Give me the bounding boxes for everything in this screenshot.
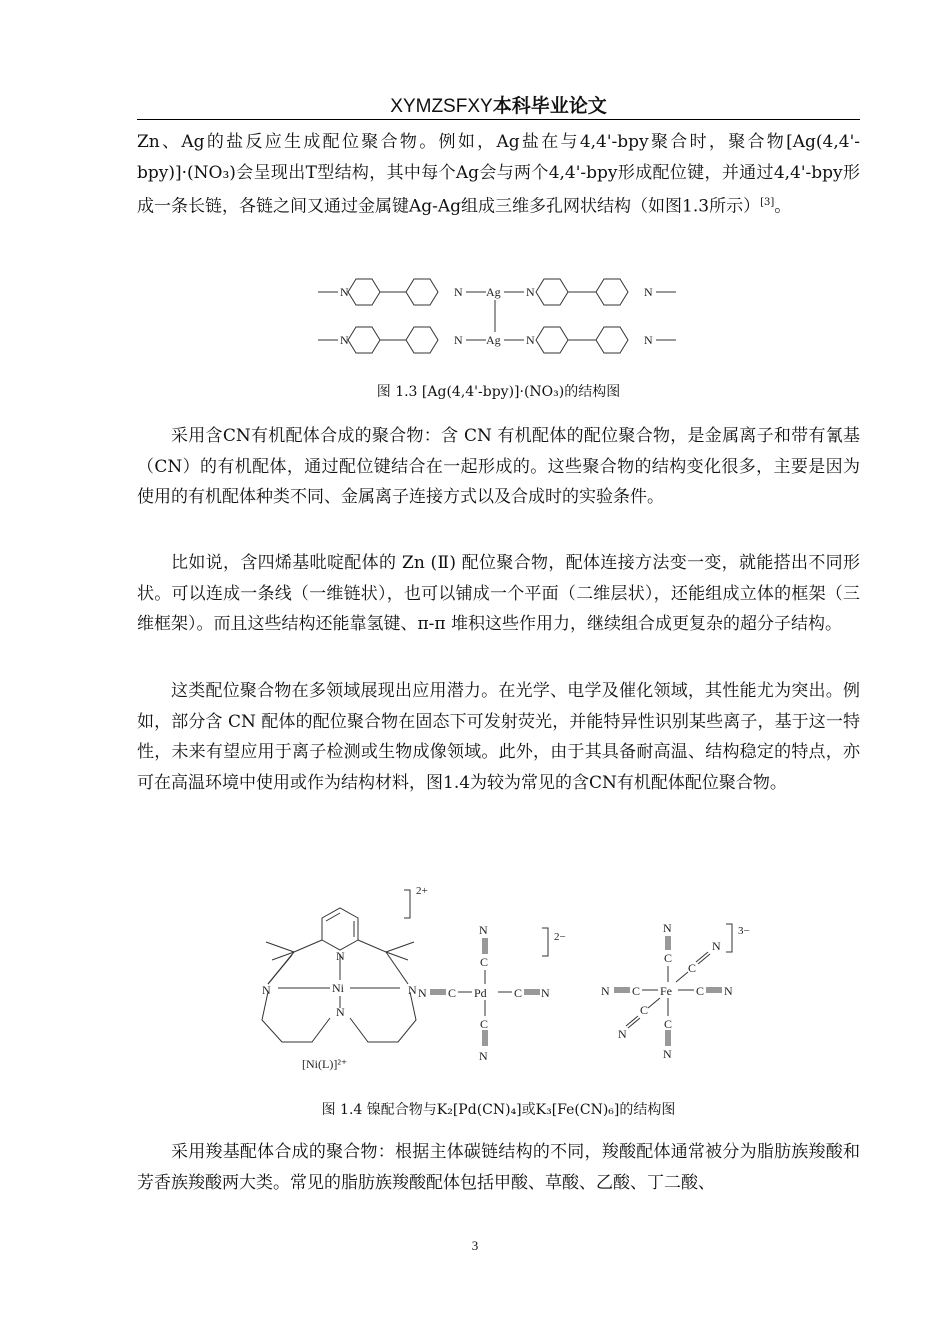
n-atom: N	[618, 1027, 627, 1041]
paragraph-1	[137, 127, 860, 222]
n-atom: N	[663, 1047, 672, 1061]
paragraph-3: 比如说，含四烯基吡啶配体的 Zn (Ⅱ) 配位聚合物，配体连接方法变一变，就能搭出不同形状。可以连成一条线（一维链状），也可以铺成一个平面（二维层状），还能组成立体的框架（三维框架）。而且这些结构还能靠氢键、π-π 堆积这些作用力，继续组合成更复杂的超分子结构。	[137, 553, 860, 634]
c-atom: C	[632, 984, 641, 998]
fe-atom: Fe	[660, 984, 672, 998]
header-title: 本科毕业论文	[492, 95, 607, 117]
n-atom: N	[336, 949, 345, 963]
n-atom: N	[262, 983, 271, 997]
figure-1-3-structure	[310, 268, 690, 360]
n-atom: N	[418, 986, 427, 1000]
figure-1-4-caption: 图 1.4 镍配合物与K₂[Pd(CN)₄]或K₃[Fe(CN)₆]的结构图	[321, 1102, 676, 1118]
pd-charge: 2−	[554, 931, 566, 943]
c-atom: C	[664, 1017, 673, 1031]
header-latin: XYMZSFXY	[390, 96, 493, 117]
n-atom: N	[408, 983, 417, 997]
c-atom: C	[696, 984, 705, 998]
running-header	[137, 91, 860, 118]
n-atom: N	[712, 939, 721, 953]
paragraph-4: 这类配位聚合物在多领域展现出应用潜力。在光学、电学及催化领域，其性能尤为突出。例如，部分含 CN 配体的配位聚合物在固态下可发射荧光，并能特异性识别某些离子，基于这一特性，未来有望应用于离子检测或生物成像领域。此外，由于其具备耐高温、结构稳定的特点，亦可在高温环境中使用或作为结构材料，图1.4为较为常见的含CN有机配体配位聚合物。	[137, 681, 860, 793]
fe-charge: 3−	[738, 925, 750, 937]
n-atom: N	[454, 285, 463, 299]
paragraph-5: 采用羧基配体合成的聚合物：根据主体碳链结构的不同，羧酸配体通常被分为脂肪族羧酸和芳香族羧酸两大类。常见的脂肪族羧酸配体包括甲酸、草酸、乙酸、丁二酸、	[137, 1142, 860, 1193]
ag-atom: Ag	[486, 285, 501, 299]
n-atom: N	[724, 984, 733, 998]
n-atom: N	[644, 333, 653, 347]
n-atom: N	[526, 285, 535, 299]
nickel-complex	[262, 890, 416, 1042]
n-atom: N	[336, 1005, 345, 1019]
c-atom: C	[480, 1017, 489, 1031]
c-atom: C	[640, 1003, 649, 1017]
n-atom: N	[526, 333, 535, 347]
n-atom: N	[479, 1049, 488, 1063]
figure-1-4-structure	[232, 880, 772, 1080]
c-atom: C	[688, 961, 697, 975]
page-number: 3	[471, 1238, 479, 1253]
ag-atom: Ag	[486, 333, 501, 347]
n-atom: N	[454, 333, 463, 347]
figure-1-3-caption: 图 1.3 [Ag(4,4'-bpy)]·(NO₃)的结构图	[376, 384, 621, 400]
n-atom: N	[479, 923, 488, 937]
header-rule	[137, 119, 860, 120]
c-atom: C	[514, 986, 523, 1000]
citation-3: [3]	[760, 197, 775, 208]
n-atom: N	[644, 285, 653, 299]
n-atom: N	[340, 285, 349, 299]
ni-charge: 2+	[416, 885, 428, 897]
paragraph-1-end: 。	[774, 196, 792, 217]
n-atom: N	[663, 921, 672, 935]
pd-atom: Pd	[474, 986, 487, 1000]
c-atom: C	[664, 951, 673, 965]
n-atom: N	[541, 986, 550, 1000]
ni-atom: Ni	[332, 981, 344, 995]
paragraph-1-text: Zn、Ag的盐反应生成配位聚合物。例如，Ag盐在与4,4'-bpy聚合时，聚合物[Ag(4,4'-bpy)]·(NO₃)会呈现出T型结构，其中每个Ag会与两个4,4'-bpy形成配位键，并通过4,4'-bpy形成一条长链，各链之间又通过金属键Ag-Ag组成三维多孔网状结构（如图1.3所示）	[137, 132, 860, 217]
n-atom: N	[601, 984, 610, 998]
paragraph-2: 采用含CN有机配体合成的聚合物：含 CN 有机配体的配位聚合物，是金属离子和带有氰基（CN）的有机配体，通过配位键结合在一起形成的。这些聚合物的结构变化很多，主要是因为使用的有机配体种类不同、金属离子连接方式以及合成时的实验条件。	[137, 426, 860, 507]
c-atom: C	[448, 986, 457, 1000]
ni-complex-label: [Ni(L)]²⁺	[302, 1057, 348, 1071]
c-atom: C	[480, 955, 489, 969]
n-atom: N	[340, 333, 349, 347]
